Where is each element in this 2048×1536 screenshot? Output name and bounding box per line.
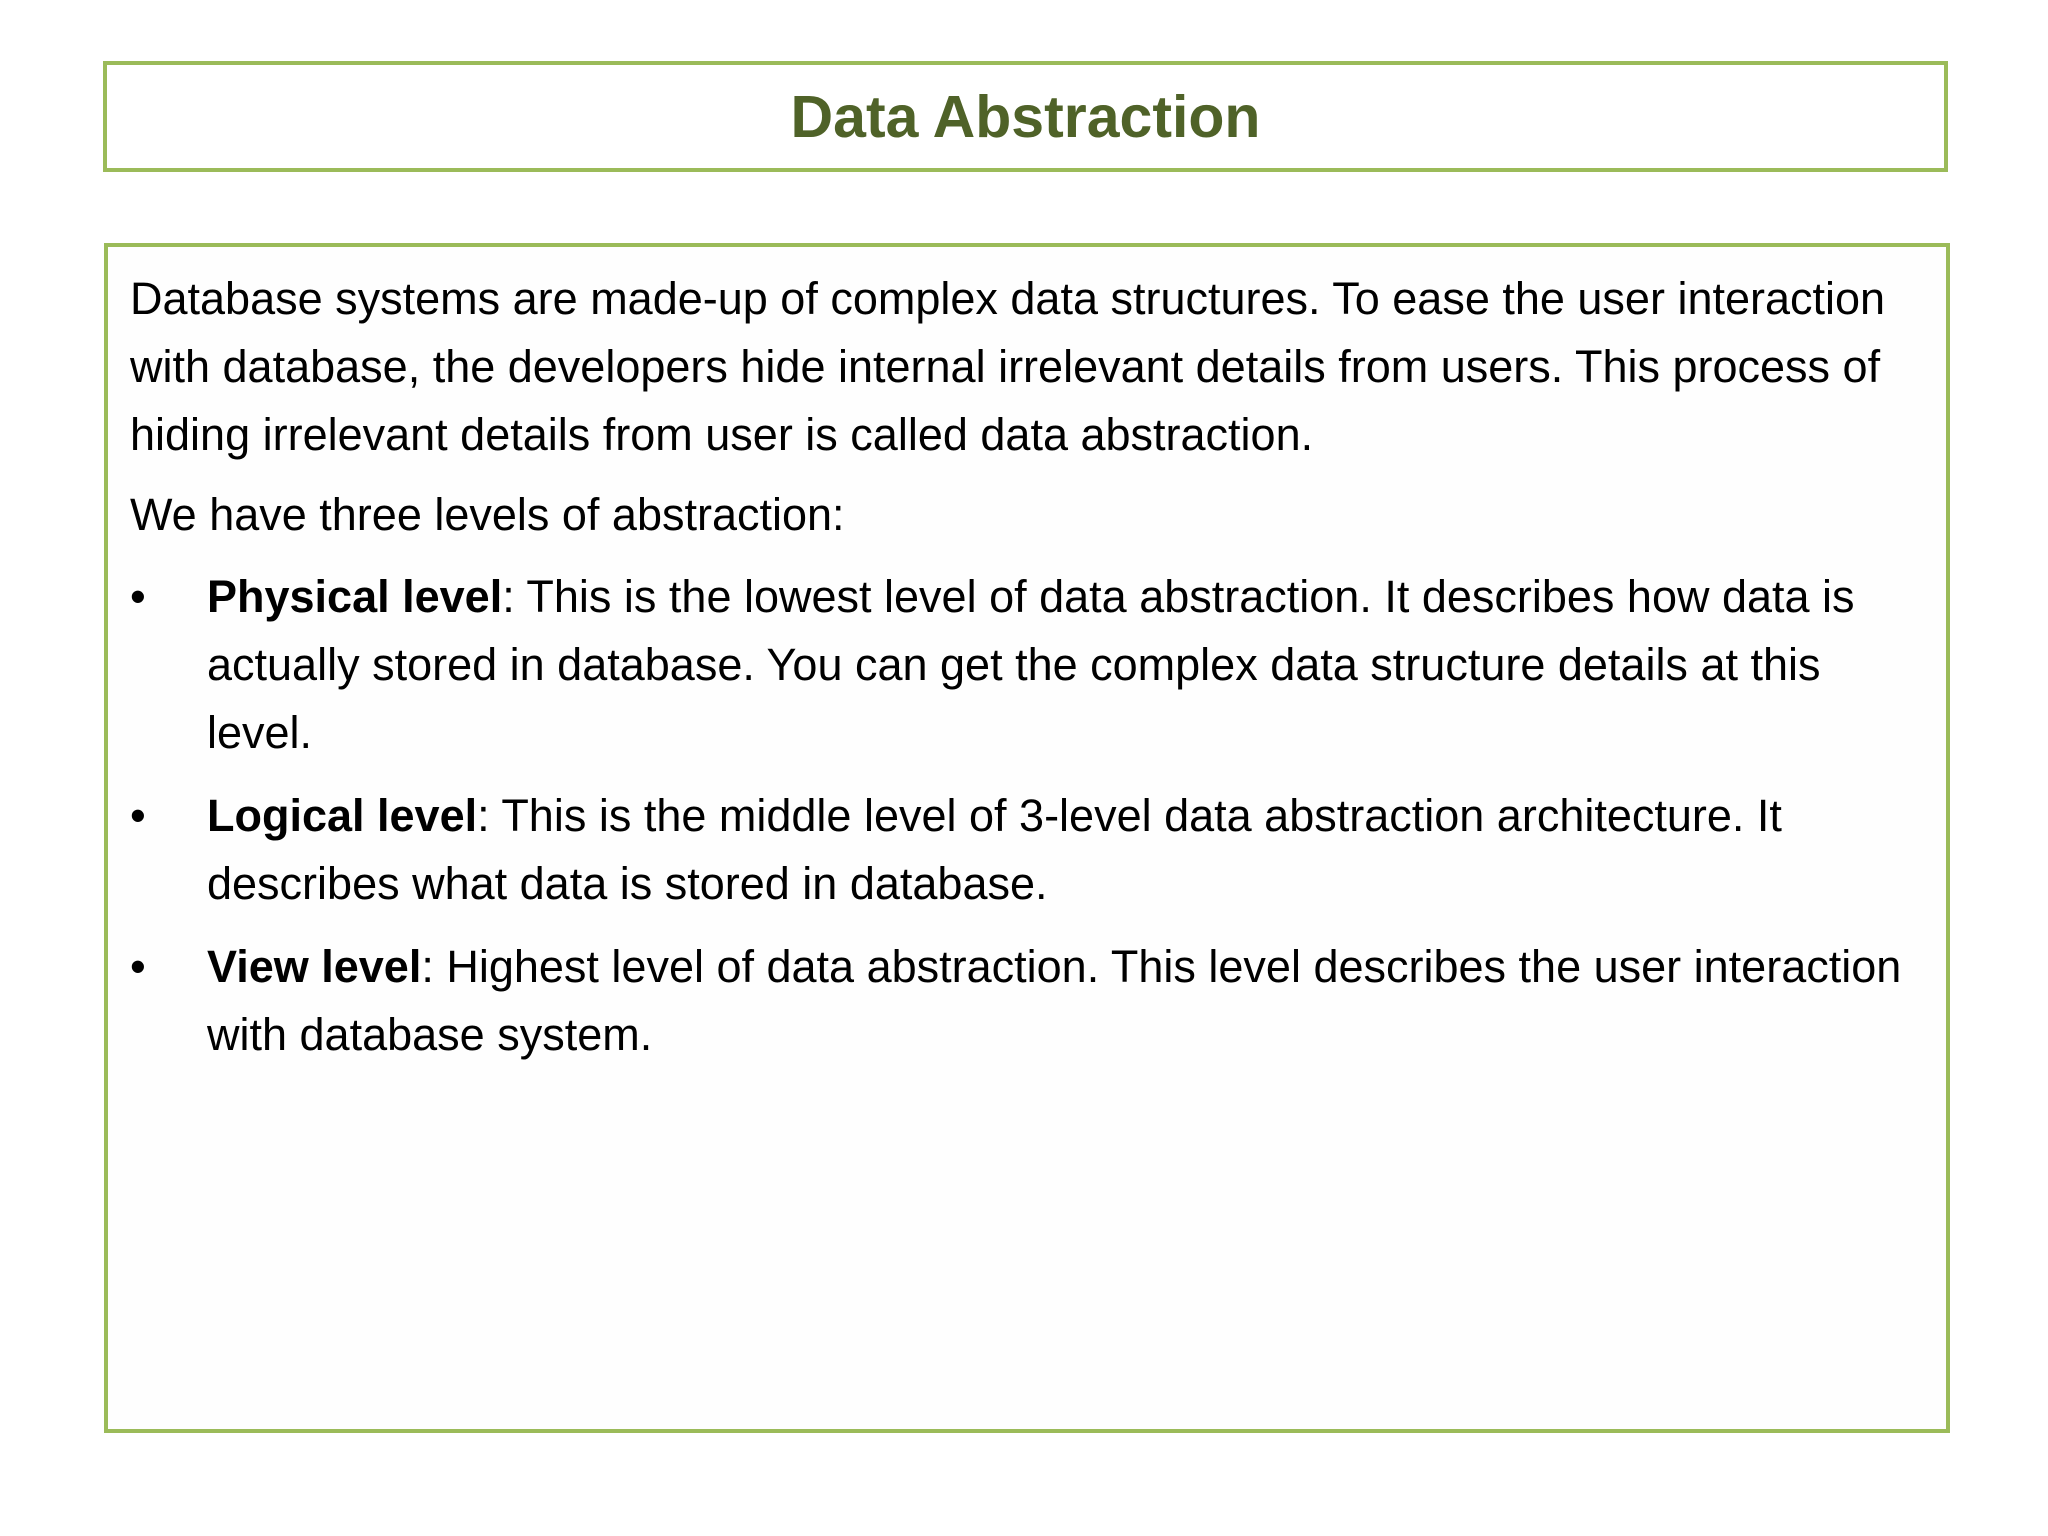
intro-paragraph: Database systems are made-up of complex data structures. To ease the user interaction with database, the developers hide internal irrelevant details from users. This process of hiding irrelevant details from user is called data abstraction. [130,273,1886,460]
title-box [103,61,1948,172]
level-description: : This is the middle level of 3-level data abstraction architecture. It describes what data is stored in database. [207,790,1782,909]
slide-title: Data Abstraction [790,83,1261,150]
level-description: : This is the lowest level of data abstraction. It describes how data is actually stored in database. You can get the complex data structure details at this level. [207,571,1855,758]
list-item-physical-level [130,563,1926,767]
levels-list [130,563,1926,1069]
levels-intro: We have three levels of abstraction: [130,489,845,540]
level-term: View level [207,941,422,992]
content-box [104,243,1950,1433]
level-term: Logical level [207,790,478,841]
bullet-icon: • [130,941,146,992]
bullet-icon: • [130,790,146,841]
bullet-icon: • [130,571,146,622]
level-description: : Highest level of data abstraction. This level describes the user interaction with database system. [207,941,1902,1060]
list-item-view-level [130,933,1926,1069]
list-item-logical-level [130,782,1926,918]
level-term: Physical level [207,571,503,622]
